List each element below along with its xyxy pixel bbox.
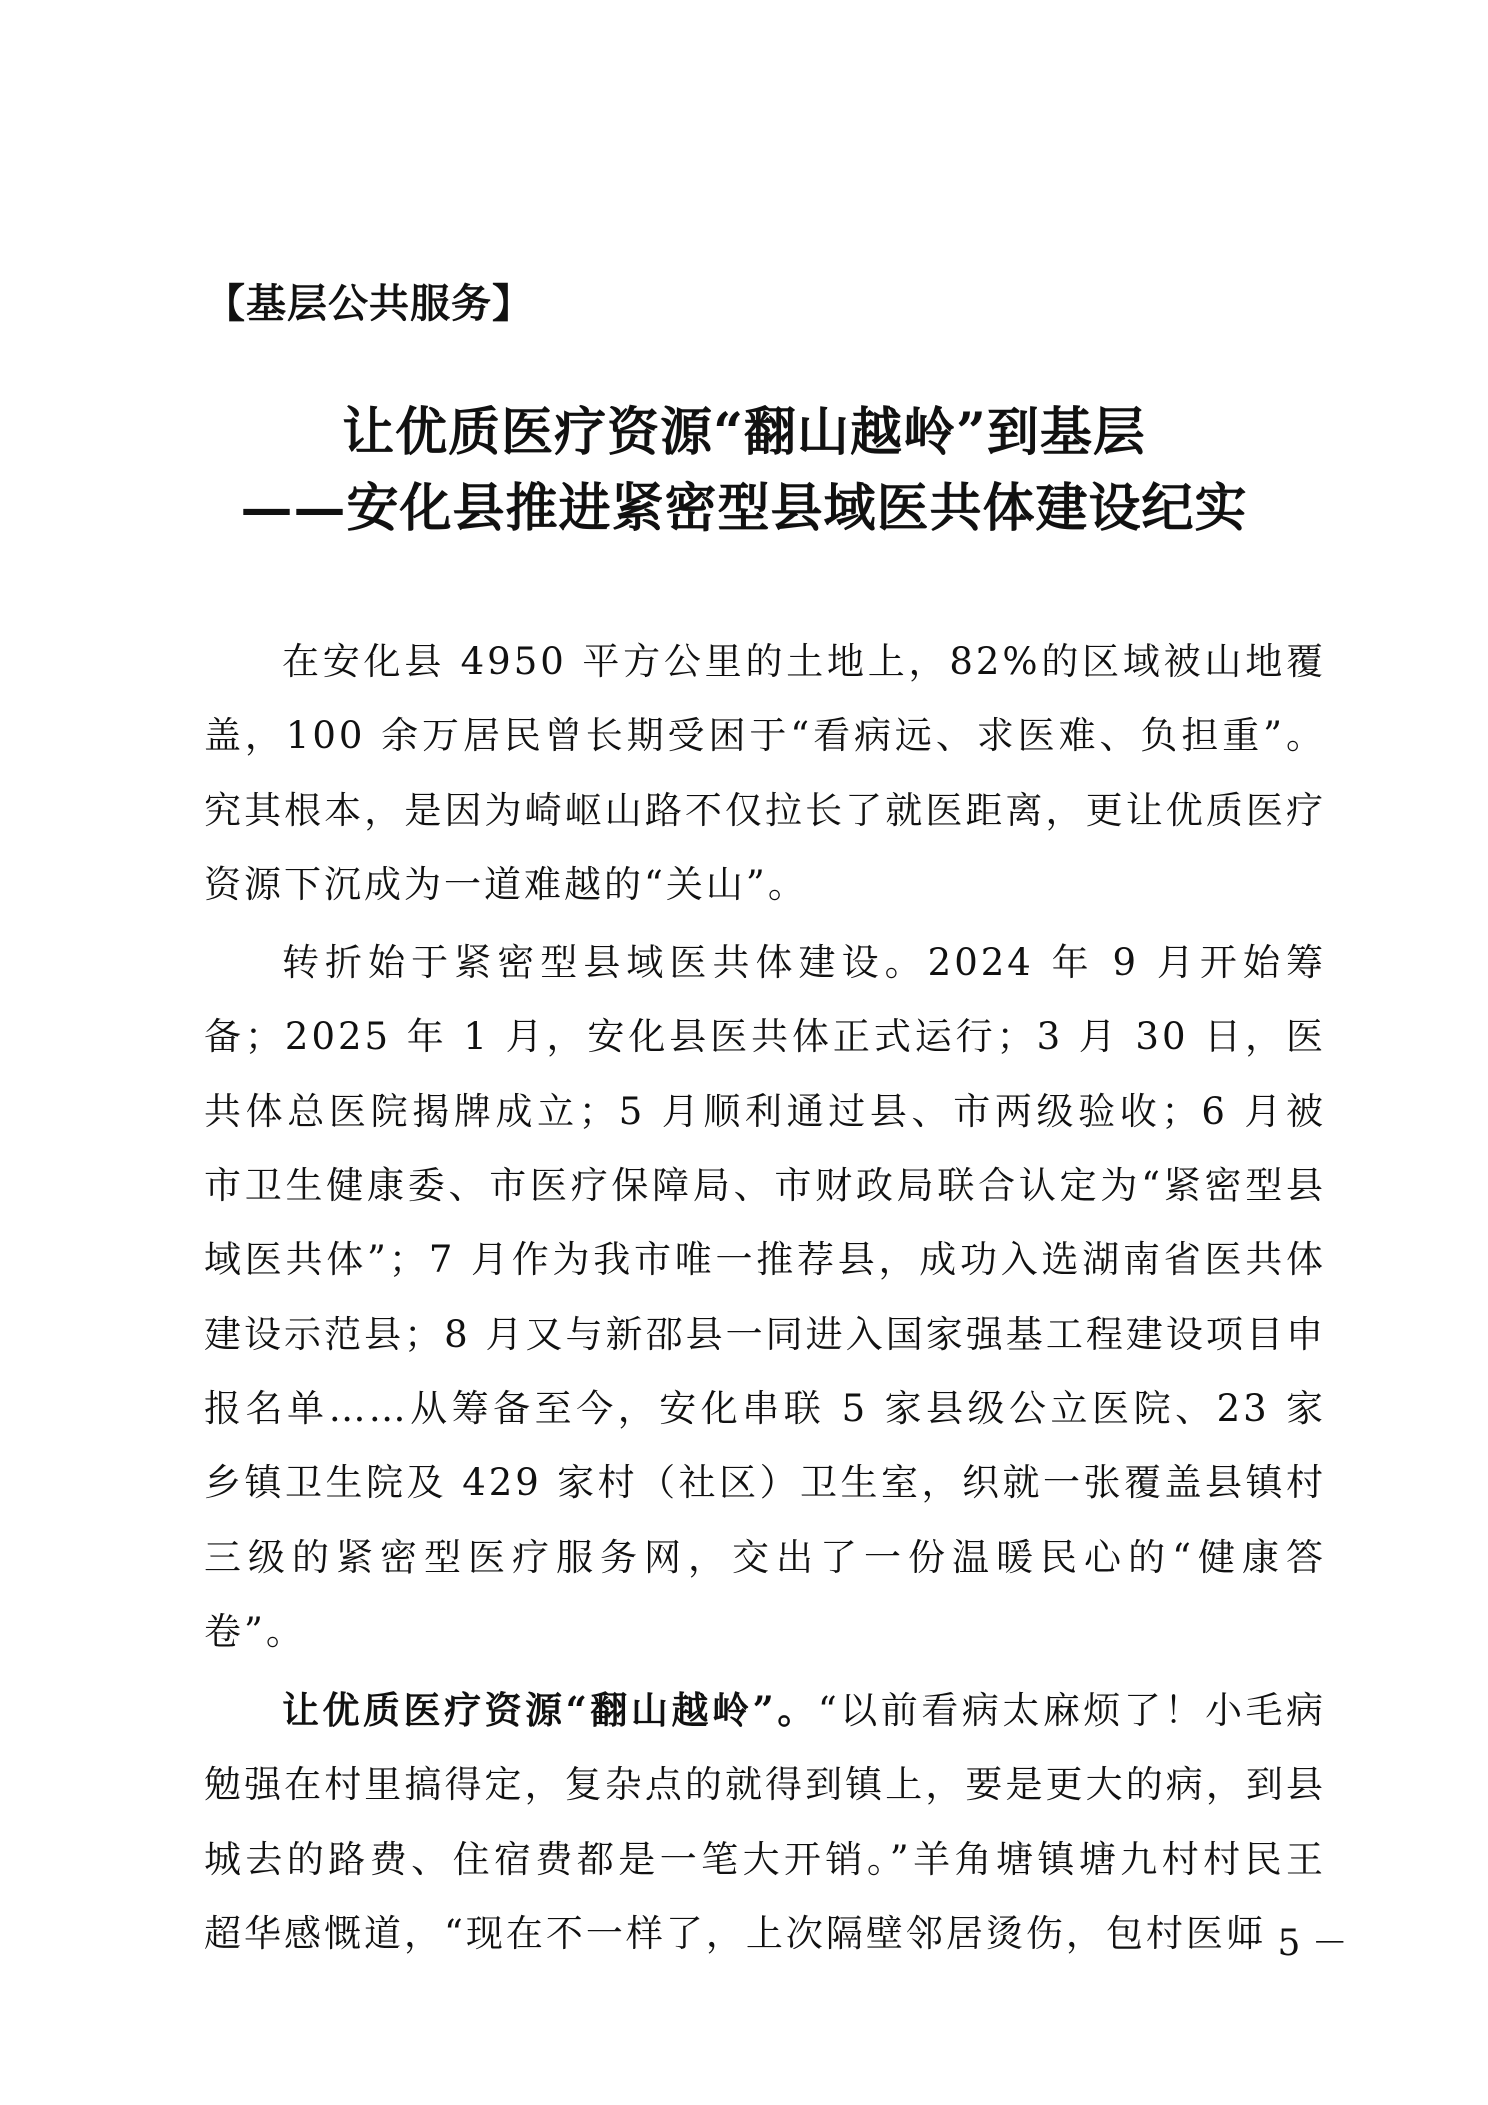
paragraph xyxy=(204,625,1326,922)
column-tag: 【基层公共服务】 xyxy=(205,281,533,327)
paragraph-text: 转折始于紧密型县域医共体建设。2024 年 9 月开始筹备；2025 年 1 月，安化县医共体正式运行；3 月 30 日，医共体总医院揭牌成立；5 月顺利通过县、市两级验收；6 月被市卫生健康委、市医疗保障局、市财政局联合认定为“紧密型县域医共体”；7 月作为我市唯一推荐县，成功入选湖南省医共体建设示范县；8 月又与新邵县一同进入国家强基工程建设项目申报名单……从筹备至今，安化串联 5 家县级公立医院、23 家乡镇卫生院及 429 家村（社区）卫生室，织就一张覆盖县镇村三级的紧密型医疗服务网，交出了一份温暖民心的“健康答卷”。 xyxy=(204,941,1326,1653)
article-body xyxy=(204,625,1326,1975)
paragraph xyxy=(204,1673,1326,1971)
article-title: 让优质医疗资源“翻山越岭”到基层 xyxy=(342,402,1146,463)
paragraph-lead: 让优质医疗资源“翻山越岭”。 xyxy=(282,1688,818,1733)
paragraph-text: “以前看病太麻烦了！小毛病勉强在村里搞得定，复杂点的就得到镇上，要是更大的病，到县城去的路费、住宿费都是一笔大开销。”羊角塘镇塘九村村民王超华感慨道，“现在不一样了，上次隔壁邻居烫伤，包村医师 xyxy=(204,1689,1326,1956)
paragraph-text: 在安化县 4950 平方公里的土地上，82%的区域被山地覆盖，100 余万居民曾长期受困于“看病远、求医难、负担重”。究其根本，是因为崎岖山路不仅拉长了就医距离，更让优质医疗资源下沉成为一道难越的“关山”。 xyxy=(204,640,1326,906)
article-subtitle: ——安化县推进紧密型县域医共体建设纪实 xyxy=(240,478,1248,539)
page-number: － 5 － xyxy=(1230,1923,1348,1964)
paragraph xyxy=(204,926,1326,1669)
